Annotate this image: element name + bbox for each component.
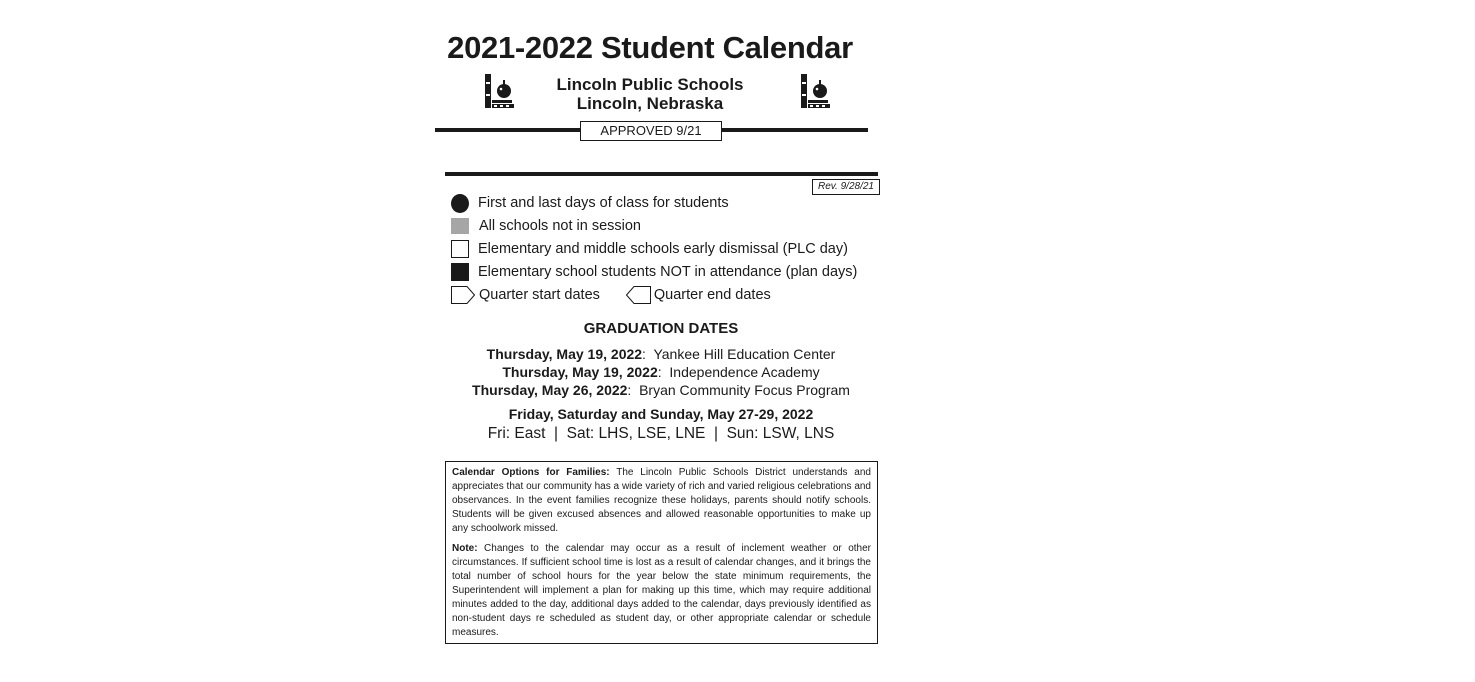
legend-not-in-session <box>451 216 641 236</box>
quarter-start-icon <box>451 286 475 304</box>
approved-badge: APPROVED 9/21 <box>580 121 722 141</box>
legend-label: All schools not in session <box>479 218 641 234</box>
calendar-options-text: The Lincoln Public Schools District understands and appreciates that our community has a wide variety of rich and varied religious celebrations and observances. In the event families recognize these holidays, parents should notify schools. Students will be given excused absences and allowed reasonable opportunities to make up any schoolwork missed. <box>452 467 871 534</box>
legend-quarter-dates <box>451 285 771 305</box>
books-apple-icon <box>484 72 516 110</box>
section-divider <box>445 172 878 176</box>
legend-first-last-days <box>451 193 729 213</box>
page-title: 2021-2022 Student Calendar <box>447 30 853 65</box>
graduation-date: Thursday, May 19, 2022 <box>486 346 643 362</box>
legend-plan-days <box>451 262 857 282</box>
weekend-graduation-schedule: Fri: East | Sat: LHS, LSE, LNE | Sun: LSW, LNS <box>487 425 835 442</box>
graduation-title: GRADUATION DATES <box>583 320 739 337</box>
legend-label: Elementary and middle schools early dismissal (PLC day) <box>478 241 848 257</box>
grey-square-icon <box>451 218 469 234</box>
legend-label: First and last days of class for students <box>478 195 729 211</box>
books-apple-icon <box>800 72 832 110</box>
graduation-place: Yankee Hill Education Center <box>653 346 836 362</box>
city-name: Lincoln, Nebraska <box>576 94 724 113</box>
notes-box <box>445 461 878 644</box>
graduation-place: Bryan Community Focus Program <box>639 382 850 398</box>
graduation-date: Thursday, May 26, 2022 <box>472 382 628 398</box>
graduation-date: Thursday, May 19, 2022 <box>502 364 658 380</box>
graduation-place: Independence Academy <box>669 364 820 380</box>
note-label: Note: <box>452 543 478 554</box>
legend-label: Elementary school students NOT in attendance (plan days) <box>478 264 858 280</box>
empty-square-icon <box>451 240 469 258</box>
legend-label: Quarter start dates <box>479 287 600 303</box>
quarter-end-icon <box>626 286 651 304</box>
legend-label: Quarter end dates <box>653 287 771 303</box>
legend-early-dismissal <box>451 239 848 259</box>
calendar-options-paragraph <box>452 466 871 536</box>
note-paragraph <box>452 542 871 640</box>
filled-circle-icon <box>451 194 469 213</box>
calendar-options-label: Calendar Options for Families: <box>452 467 610 478</box>
weekend-graduation-dates: Friday, Saturday and Sunday, May 27-29, 2022 <box>508 406 814 422</box>
district-name: Lincoln Public Schools <box>556 75 744 94</box>
black-square-icon <box>451 263 469 281</box>
note-text: Changes to the calendar may occur as a result of inclement weather or other circumstances. If sufficient school time is lost as a result of calendar changes, and it brings the total number of school hours for the year below the state minimum requirements, the Superintendent will implement a plan for making up this time, which may require additional minutes added to the day, additional days added to the calendar, days previously identified as non-student days re scheduled as student day, or other appropriate calendar or schedule measures. <box>452 543 871 638</box>
graduation-entry: Thursday, May 19, 2022: Independence Academy <box>502 364 820 380</box>
graduation-entry: Thursday, May 19, 2022: Yankee Hill Education Center <box>486 346 836 362</box>
graduation-entry: Thursday, May 26, 2022: Bryan Community Focus Program <box>472 382 850 398</box>
revision-label: Rev. 9/28/21 <box>812 179 880 195</box>
